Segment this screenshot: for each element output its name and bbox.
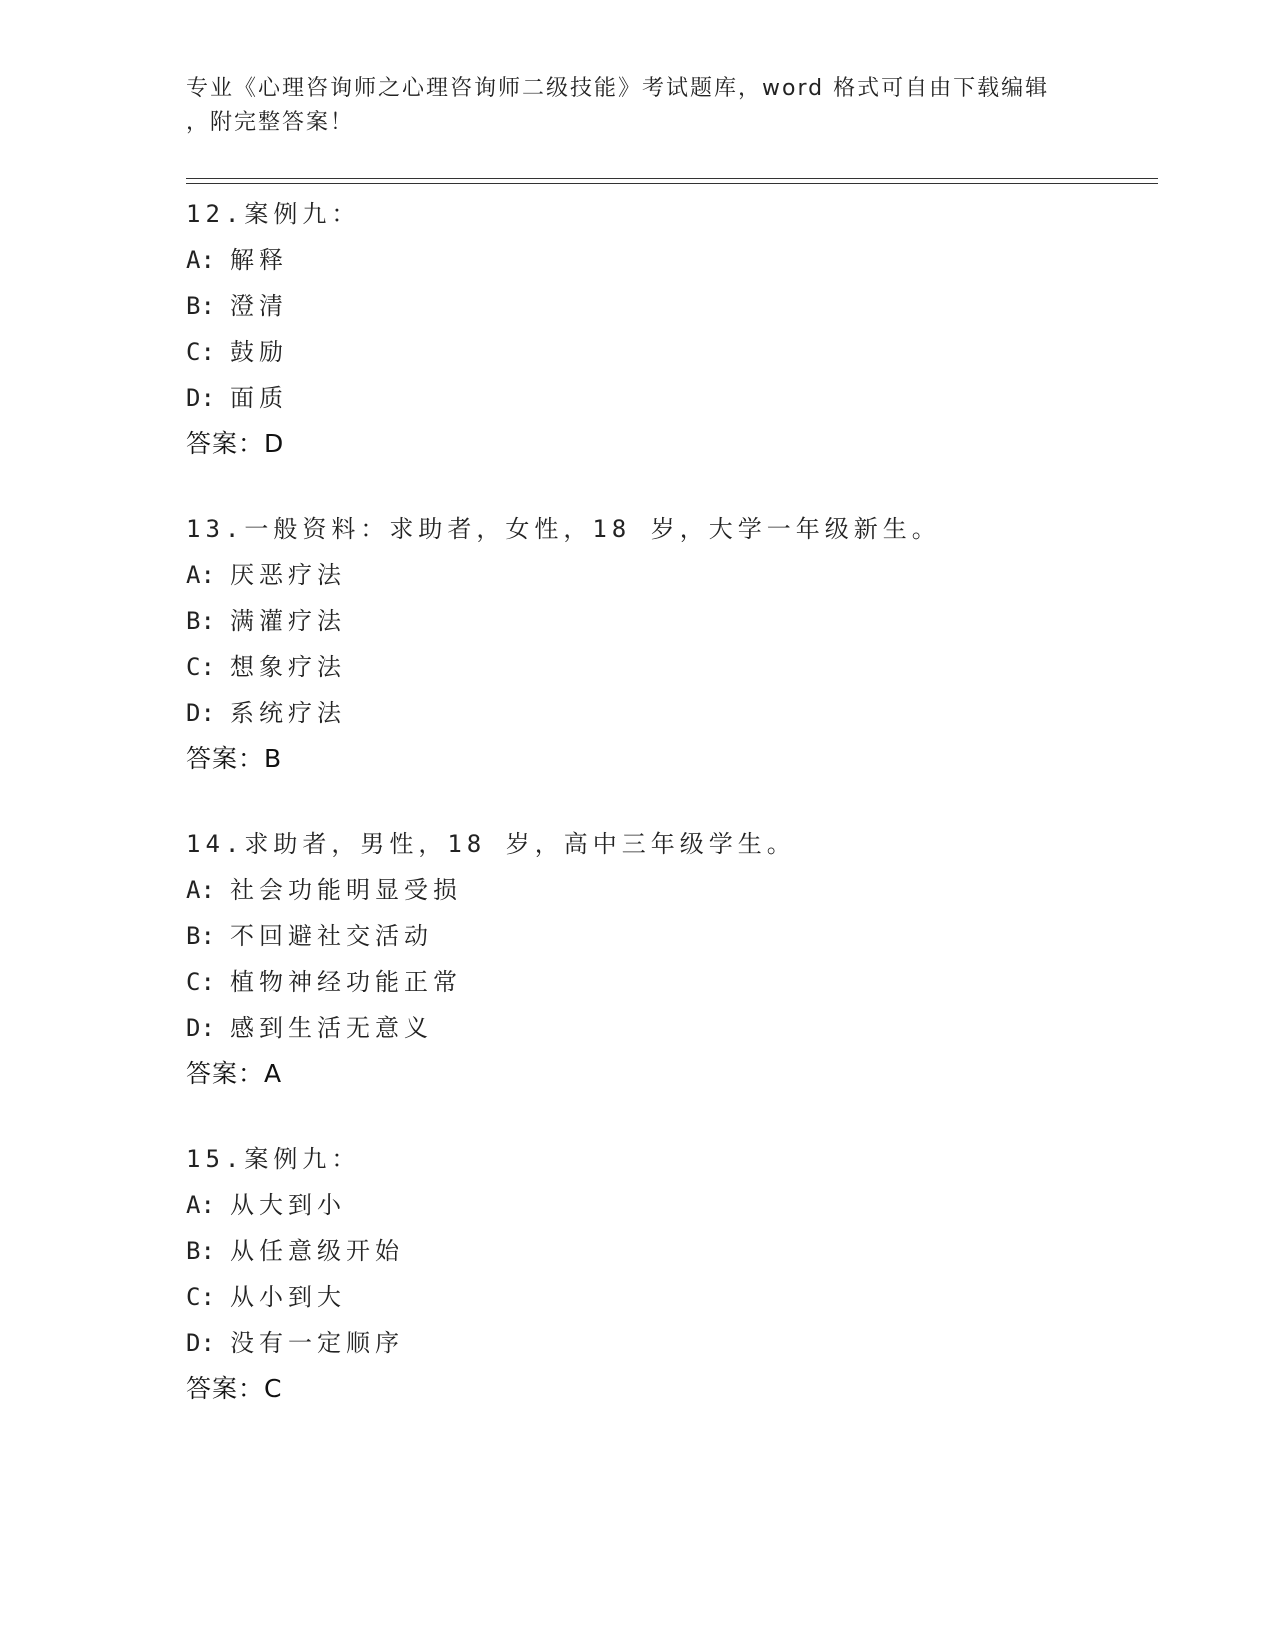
option-text: 感到生活无意义 (230, 1014, 433, 1042)
option-d (186, 375, 1158, 421)
option-letter: D: (186, 384, 215, 412)
question-stem: 12.案例九： (186, 200, 361, 228)
option-d (186, 1320, 1158, 1366)
option-letter: C: (186, 338, 215, 366)
question-stem: 15.案例九： (186, 1145, 361, 1173)
option-letter: B: (186, 607, 215, 635)
question-14 (186, 821, 1158, 1097)
option-text: 想象疗法 (230, 653, 346, 681)
document-header (186, 72, 1086, 140)
option-letter: A: (186, 876, 215, 904)
option-letter: A: (186, 561, 215, 589)
option-letter: D: (186, 699, 215, 727)
option-c (186, 644, 1158, 690)
header-divider-bottom (186, 183, 1158, 184)
question-13 (186, 506, 1158, 782)
option-letter: C: (186, 968, 215, 996)
header-line-2: ，附完整答案！ (186, 110, 355, 135)
option-a (186, 1182, 1158, 1228)
answer-line: 答案：B (186, 744, 283, 773)
header-divider-top (186, 178, 1158, 179)
option-letter: A: (186, 1191, 215, 1219)
option-text: 从任意级开始 (230, 1237, 404, 1265)
option-text: 厌恶疗法 (230, 561, 346, 589)
option-text: 系统疗法 (230, 699, 346, 727)
option-c (186, 959, 1158, 1005)
option-text: 从大到小 (230, 1191, 346, 1219)
option-d (186, 690, 1158, 736)
option-letter: C: (186, 653, 215, 681)
option-text: 从小到大 (230, 1283, 346, 1311)
question-list (186, 191, 1158, 1451)
option-text: 不回避社交活动 (230, 922, 433, 950)
question-15 (186, 1136, 1158, 1412)
question-stem: 14.求助者，男性，18 岁，高中三年级学生。 (186, 830, 796, 858)
answer-line: 答案：D (186, 429, 285, 458)
option-letter: B: (186, 292, 215, 320)
option-b (186, 283, 1158, 329)
option-letter: C: (186, 1283, 215, 1311)
option-text: 鼓励 (230, 338, 288, 366)
option-d (186, 1005, 1158, 1051)
option-letter: D: (186, 1329, 215, 1357)
question-stem: 13.一般资料：求助者，女性，18 岁，大学一年级新生。 (186, 515, 941, 543)
option-a (186, 867, 1158, 913)
option-text: 澄清 (230, 292, 288, 320)
option-b (186, 913, 1158, 959)
option-b (186, 1228, 1158, 1274)
option-a (186, 237, 1158, 283)
option-c (186, 329, 1158, 375)
option-letter: B: (186, 1237, 215, 1265)
option-text: 满灌疗法 (230, 607, 346, 635)
answer-line: 答案：C (186, 1374, 283, 1403)
question-12 (186, 191, 1158, 467)
option-a (186, 552, 1158, 598)
option-letter: D: (186, 1014, 215, 1042)
option-text: 社会功能明显受损 (230, 876, 462, 904)
option-text: 植物神经功能正常 (230, 968, 462, 996)
header-line-1: 专业《心理咨询师之心理咨询师二级技能》考试题库，word 格式可自由下载编辑 (186, 76, 1050, 101)
option-c (186, 1274, 1158, 1320)
option-text: 解释 (230, 246, 288, 274)
option-letter: B: (186, 922, 215, 950)
option-letter: A: (186, 246, 215, 274)
option-text: 没有一定顺序 (230, 1329, 404, 1357)
option-text: 面质 (230, 384, 288, 412)
option-b (186, 598, 1158, 644)
answer-line: 答案：A (186, 1059, 283, 1088)
